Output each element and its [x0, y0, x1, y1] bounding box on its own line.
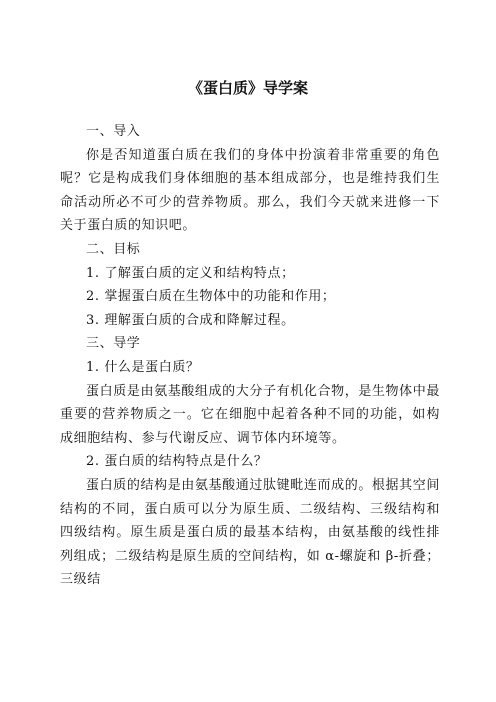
goal-item-1: 1. 了解蛋白质的定义和结构特点；	[86, 265, 295, 281]
section-heading-intro: 一、导入	[86, 124, 141, 139]
document-body	[60, 120, 440, 592]
document-title: 《蛋白质》导学案	[187, 79, 308, 97]
goal-item-2: 2. 掌握蛋白质在生物体中的功能和作用；	[86, 289, 336, 305]
question-heading-1: 1. 什么是蛋白质？	[86, 359, 200, 375]
answer-paragraph-2: 蛋白质的结构是由氨基酸通过肽键毗连而成的。根据其空间结构的不同，蛋白质可以分为原生质、二级结构、三级结构和四级结构。原生质是蛋白质的最基本结构，由氨基酸的线性排列组成；二级结构是原生质的空间结构，如 α-螺旋和 β-折叠；三级结	[60, 477, 440, 588]
section-heading-goals: 二、目标	[86, 241, 141, 257]
intro-paragraph: 你是否知道蛋白质在我们的身体中扮演着非常重要的角色呢？它是构成我们身体细胞的基本组成部分，也是维持我们生命活动所必不可少的营养物质。那么，我们今天就来进修一下关于蛋白质的知识吧。	[60, 147, 440, 234]
goal-item-3: 3. 理解蛋白质的合成和降解过程。	[86, 312, 295, 328]
section-heading-guide: 三、导学	[86, 336, 141, 352]
question-heading-2: 2. 蛋白质的结构特点是什么？	[86, 454, 268, 470]
answer-paragraph-1: 蛋白质是由氨基酸组成的大分子有机化合物，是生物体中最重要的营养物质之一。它在细胞中起着各种不同的功能，如构成细胞结构、参与代谢反应、调节体内环境等。	[60, 383, 440, 446]
